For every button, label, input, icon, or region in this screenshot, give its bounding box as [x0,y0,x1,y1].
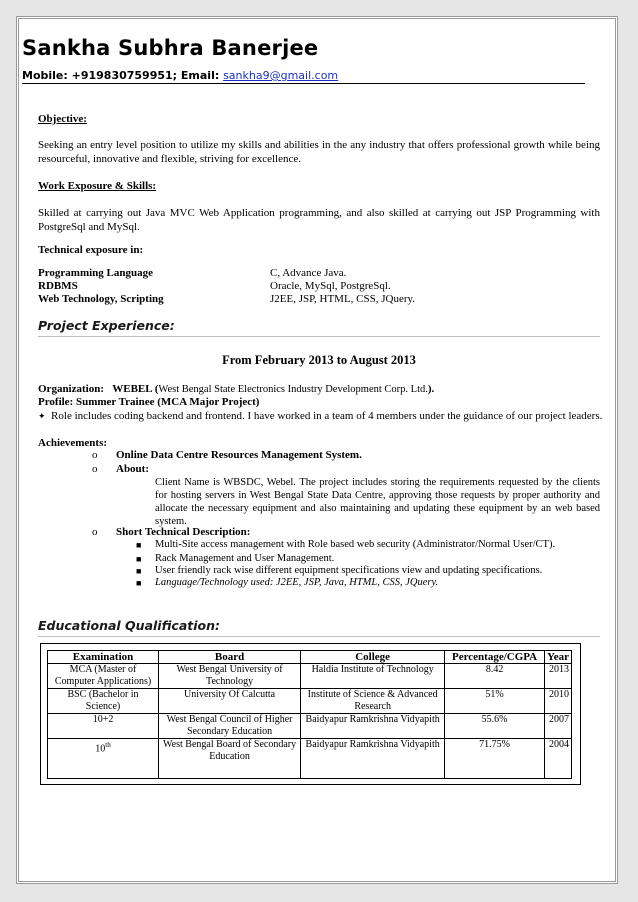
table-row [48,664,572,689]
organization-full: West Bengal State Electronics Industry Development Corp. Ltd. [158,384,428,395]
project-heading: Project Experience: [38,318,175,333]
tech-point: User friendly rack wise different equipment specifications view and updating specifications. [155,565,543,576]
column-header: Board [159,651,301,664]
divider [38,636,600,637]
tech-point: Language/Technology used: J2EE, JSP, Java, HTML, CSS, JQuery. [155,577,439,588]
square-bullet-icon: ■ [136,540,142,550]
organization-label: Organization: [38,383,104,395]
role-text: Role includes coding backend and frontend. I have worked in a team of 4 members under the guidance of our project leaders. [51,410,603,422]
tech-label: RDBMS [38,280,78,292]
table-cell: Institute of Science & Advanced Research [301,689,445,714]
table-cell: 51% [445,689,545,714]
column-header: Year [544,651,571,664]
table-cell: 10+2 [48,714,159,739]
table-cell: West Bengal University of Technology [159,664,301,689]
tech-value: C, Advance Java. [270,267,347,279]
organization-line [38,383,434,395]
work-heading: Work Exposure & Skills: [38,180,157,192]
table-cell: Baidyapur Ramkrishna Vidyapith [301,739,445,779]
achievements-heading: Achievements: [38,437,108,449]
column-header: College [301,651,445,664]
table-cell: MCA (Master of Computer Applications) [48,664,159,689]
tech-label: Programming Language [38,267,153,279]
profile-line: Profile: Summer Trainee (MCA Major Project) [38,396,260,408]
circle-bullet-icon: o [92,526,98,538]
tech-value: Oracle, MySql, PostgreSql. [270,280,391,292]
email-link[interactable]: sankha9@gmail.com [223,69,339,82]
table-cell: 2007 [544,714,571,739]
table-cell: 2013 [544,664,571,689]
exam-name: 10 [95,743,106,755]
role-line [38,410,602,422]
table-row [48,714,572,739]
education-table [47,650,572,779]
objective-text: Seeking an entry level position to utilize my skills and abilities in the any industry that offers professional growth while being resourceful, innovative and flexible, striving for excellence. [38,139,600,165]
achievement-item: About: [116,463,150,475]
organization-close: ). [427,383,435,395]
about-text: Client Name is WBSDC, Webel. The project includes storing the requirements requested by the clients for hosting servers in West Bengal State Data Centre, approving those requests by proper authority and allocate the necessary equipment and also maintaining and updating these equipment by an web based system. [155,477,600,527]
table-row [48,689,572,714]
table-cell: 71.75% [445,739,545,779]
table-cell: West Bengal Board of Secondary Education [159,739,301,779]
square-bullet-icon: ■ [136,578,142,588]
table-cell: Baidyapur Ramkrishna Vidyapith [301,714,445,739]
tech-point: Multi-Site access management with Role based web security (Administrator/Normal User/CT). [155,539,556,550]
column-header: Examination [48,651,159,664]
table-cell: West Bengal Council of Higher Secondary Education [159,714,301,739]
divider [38,336,600,337]
mobile-label: Mobile: +919830759951; Email: [22,69,224,82]
table-cell: BSC (Bachelor in Science) [48,689,159,714]
superscript: th [105,741,111,749]
table-cell: Haldia Institute of Technology [301,664,445,689]
column-header: Percentage/CGPA [445,651,545,664]
work-text: Skilled at carrying out Java MVC Web Application programming, and also skilled at carrying out JSP Programming with PostgreSql and MySql. [38,207,600,233]
candidate-name: Sankha Subhra Banerjee [22,36,319,60]
objective-heading: Objective: [38,113,87,125]
table-cell: 55.6% [445,714,545,739]
table-cell: 8.42 [445,664,545,689]
tech-point: Rack Management and User Management. [155,553,335,564]
table-cell [48,739,159,779]
table-cell: University Of Calcutta [159,689,301,714]
star-bullet-icon: ✦ [38,411,46,421]
technical-heading: Technical exposure in: [38,244,144,256]
achievement-item: Short Technical Description: [116,526,251,538]
table-header-row [48,651,572,664]
tech-value: J2EE, JSP, HTML, CSS, JQuery. [270,293,416,305]
achievement-item: Online Data Centre Resources Management System. [116,449,362,461]
project-period: From February 2013 to August 2013 [222,353,416,367]
circle-bullet-icon: o [92,463,98,475]
circle-bullet-icon: o [92,449,98,461]
education-heading: Educational Qualification: [38,618,221,633]
square-bullet-icon: ■ [136,554,142,564]
contact-line [22,69,585,84]
table-cell: 2010 [544,689,571,714]
organization-name: WEBEL ( [112,383,159,395]
square-bullet-icon: ■ [136,566,142,576]
tech-label: Web Technology, Scripting [38,293,164,305]
table-cell: 2004 [544,739,571,779]
table-row [48,739,572,779]
